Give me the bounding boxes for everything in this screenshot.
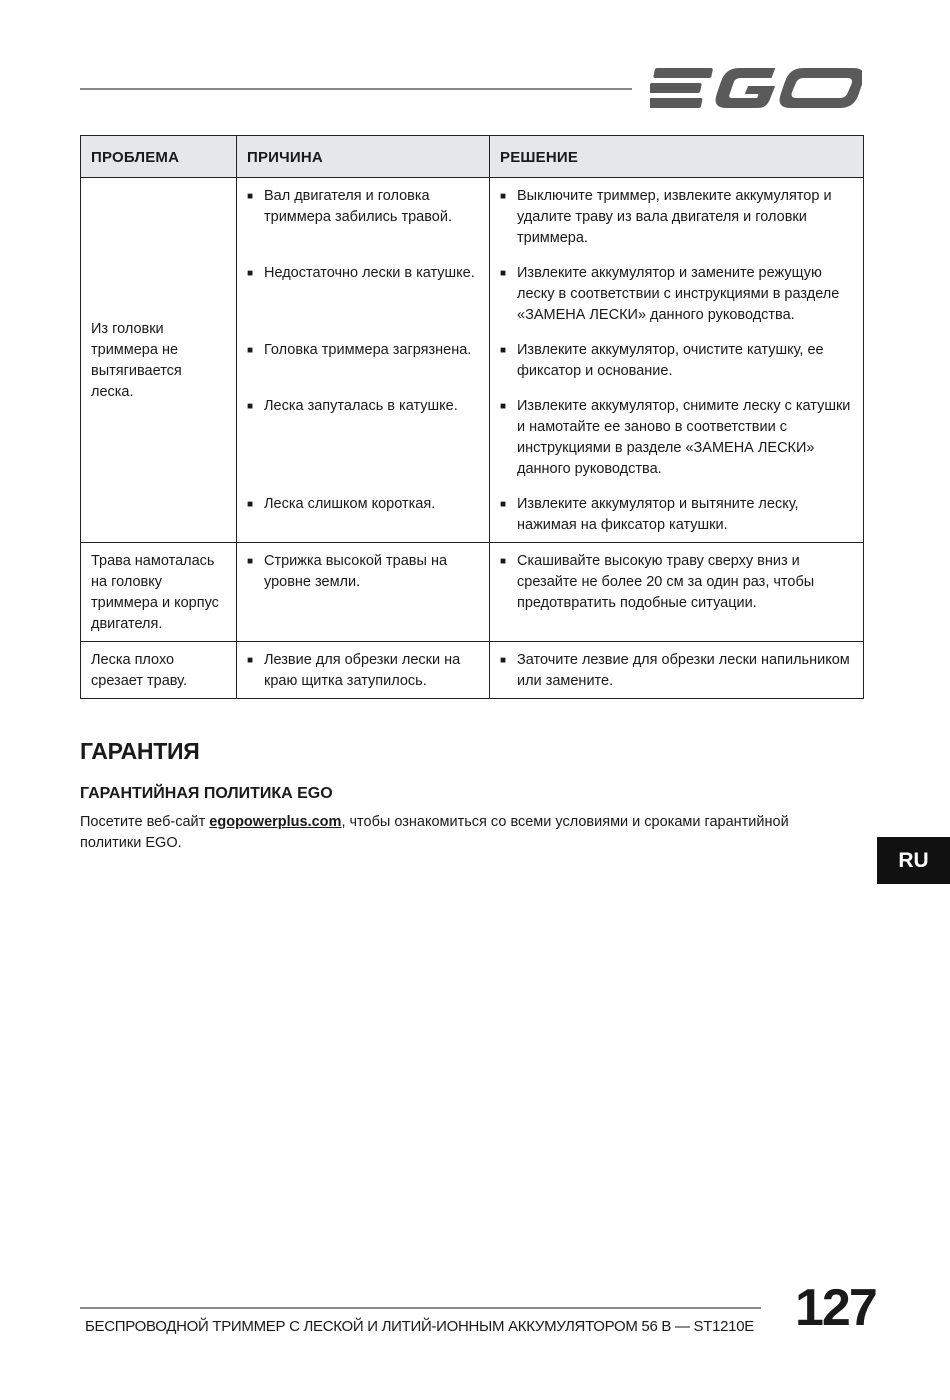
table-row xyxy=(81,178,864,543)
solution-cell xyxy=(490,543,864,642)
cause-item: ■ Леска слишком короткая. xyxy=(247,494,479,536)
bullet-icon: ■ xyxy=(500,345,507,356)
bullet-icon: ■ xyxy=(247,556,254,567)
footer-rule xyxy=(80,1307,761,1309)
solution-cell xyxy=(490,178,864,543)
bullet-icon: ■ xyxy=(500,401,507,412)
page-number: 127 xyxy=(795,1279,876,1337)
language-tab: RU xyxy=(877,837,950,884)
column-header-solution: РЕШЕНИЕ xyxy=(490,136,864,178)
column-header-cause: ПРИЧИНА xyxy=(237,136,490,178)
bullet-icon: ■ xyxy=(247,345,254,356)
column-header-problem: ПРОБЛЕМА xyxy=(81,136,237,178)
solution-item: ■ Заточите лезвие для обрезки лески напильником или замените. xyxy=(500,652,850,689)
bullet-icon: ■ xyxy=(500,655,507,666)
troubleshooting-table xyxy=(80,135,864,699)
bullet-icon: ■ xyxy=(500,191,507,202)
warranty-text-after: , чтобы ознакомиться со всеми условиями и сроками гарантийной политики EGO. xyxy=(80,814,789,851)
warranty-policy-heading: ГАРАНТИЙНАЯ ПОЛИТИКА EGO xyxy=(80,785,333,802)
cause-item: ■ Вал двигателя и головка триммера забились травой. xyxy=(247,188,452,225)
ego-logo xyxy=(650,64,862,112)
table-row xyxy=(81,642,864,699)
bullet-icon: ■ xyxy=(500,268,507,279)
bullet-icon: ■ xyxy=(247,499,254,510)
footer-product-title: БЕСПРОВОДНОЙ ТРИММЕР С ЛЕСКОЙ И ЛИТИЙ-ИОННЫМ АККУМУЛЯТОРОМ 56 В — ST1210E xyxy=(85,1318,754,1335)
cause-item: ■ Лезвие для обрезки лески на краю щитка затупилось. xyxy=(247,652,461,689)
solution-cell xyxy=(490,642,864,699)
bullet-icon: ■ xyxy=(247,268,254,279)
cause-cell xyxy=(237,642,490,699)
cause-item: ■ Стрижка высокой травы на уровне земли. xyxy=(247,553,448,590)
warranty-heading: ГАРАНТИЯ xyxy=(80,738,200,764)
bullet-icon: ■ xyxy=(247,655,254,666)
table-row xyxy=(81,543,864,642)
cause-item: ■ Недостаточно лески в катушке. xyxy=(247,263,479,326)
bullet-icon: ■ xyxy=(500,556,507,567)
header-rule xyxy=(80,88,632,90)
bullet-icon: ■ xyxy=(247,401,254,412)
warranty-paragraph xyxy=(80,812,800,854)
solution-item: ■ Выключите триммер, извлеките аккумулятор и удалите траву из вала двигателя и головки триммера. xyxy=(500,188,832,246)
bullet-icon: ■ xyxy=(247,191,254,202)
solution-item: ■ Извлеките аккумулятор и замените режущую леску в соответствии с инструкциями в разделе «ЗАМЕНА ЛЕСКИ» данного руководства. xyxy=(500,265,840,323)
solution-item: ■ Извлеките аккумулятор и вытяните леску, нажимая на фиксатор катушки. xyxy=(500,496,799,533)
warranty-website-link[interactable]: egopowerplus.com xyxy=(209,814,342,830)
cause-item: ■ Леска запуталась в катушке. xyxy=(247,396,479,480)
cause-cell xyxy=(237,543,490,642)
bullet-icon: ■ xyxy=(500,499,507,510)
solution-item: ■ Извлеките аккумулятор, очистите катушку, ее фиксатор и основание. xyxy=(500,342,824,379)
cause-item: ■ Головка триммера загрязнена. xyxy=(247,340,479,382)
table-header-row xyxy=(81,136,864,178)
cause-cell xyxy=(237,178,490,543)
problem-cell: Из головки триммера не вытягивается леска. xyxy=(81,178,237,543)
problem-cell: Трава намоталась на головку триммера и корпус двигателя. xyxy=(81,543,237,642)
solution-item: ■ Скашивайте высокую траву сверху вниз и срезайте не более 20 см за один раз, чтобы предотвратить подобные ситуации. xyxy=(500,553,815,611)
problem-cell: Леска плохо срезает траву. xyxy=(81,642,237,699)
solution-item: ■ Извлеките аккумулятор, снимите леску с катушки и намотайте ее заново в соответствии с инструкциями в разделе «ЗАМЕНА ЛЕСКИ» данного руководства. xyxy=(500,398,851,477)
warranty-text-before: Посетите веб-сайт xyxy=(80,814,210,830)
